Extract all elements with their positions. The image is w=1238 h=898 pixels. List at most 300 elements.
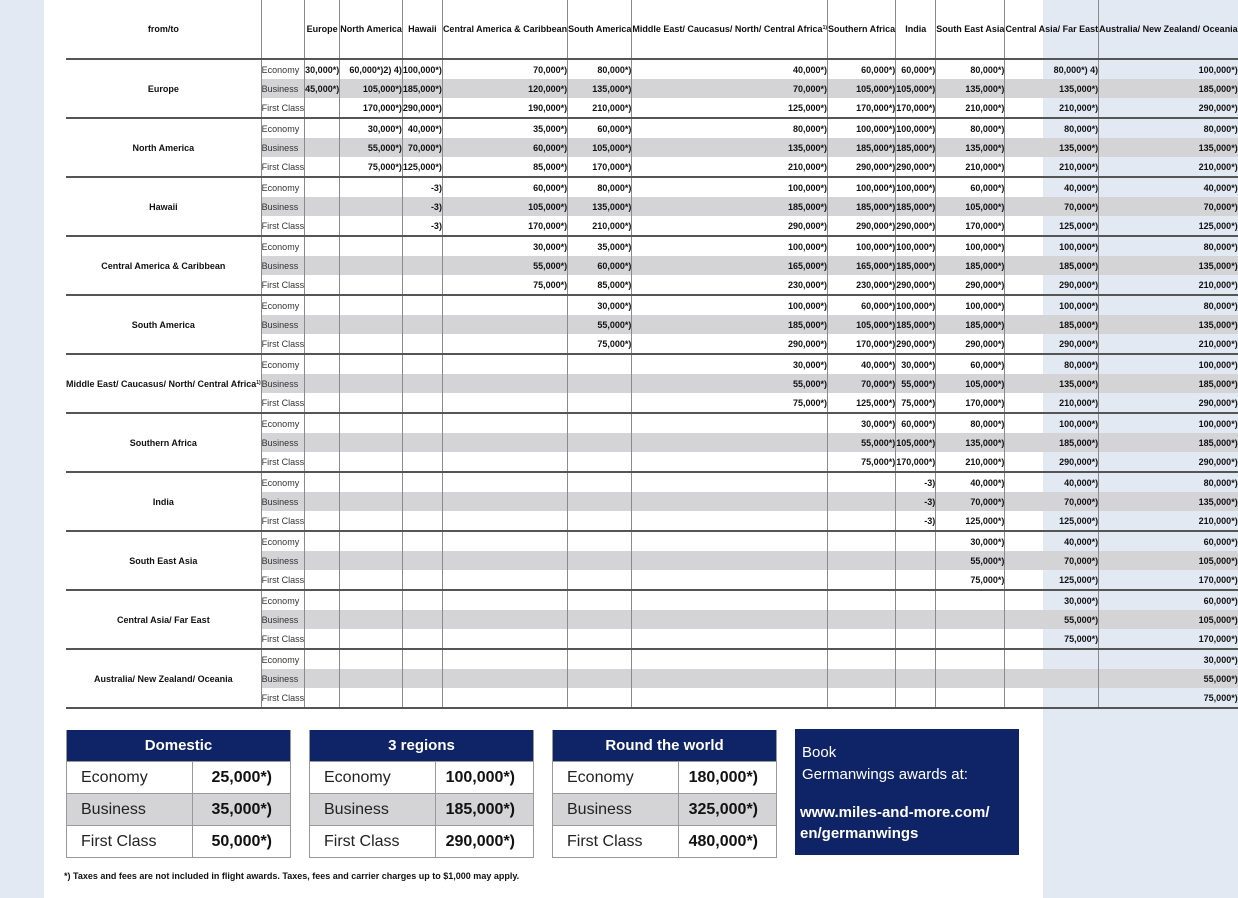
miles-cell: 100,000*) [896, 118, 936, 138]
miles-cell [568, 610, 632, 629]
miles-cell [305, 649, 340, 669]
miles-value: 325,000*) [688, 801, 758, 818]
miles-cell: 170,000*) [936, 216, 1005, 236]
miles-cell [402, 256, 442, 275]
travel-class-label: First Class [261, 452, 305, 472]
miles-and-more-link[interactable]: www.miles-and-more.com/ en/germanwings [800, 804, 990, 842]
miles-cell: 100,000*) [1005, 295, 1099, 315]
travel-class-label: Business [261, 256, 305, 275]
travel-class-label: Economy [261, 649, 305, 669]
miles-cell [568, 629, 632, 649]
miles-cell: 185,000*) [632, 315, 828, 334]
miles-cell [340, 492, 403, 511]
miles-cell: 100,000*) [1198, 64, 1238, 75]
miles-value: 185,000*) [445, 801, 515, 818]
miles-cell: 210,000*) [1005, 393, 1099, 413]
miles-cell [442, 393, 567, 413]
travel-class-label: First Class [261, 157, 305, 177]
miles-cell: 30,000*) [340, 118, 403, 138]
miles-cell: 185,000*) [936, 315, 1005, 334]
class-label: First Class [67, 826, 193, 857]
miles-cell: 290,000*) [936, 334, 1005, 354]
miles-cell: 70,000*) [442, 59, 567, 79]
miles-cell [305, 433, 340, 452]
miles-cell: 100,000*) [632, 295, 828, 315]
miles-cell: 290,000*) [632, 334, 828, 354]
miles-cell: 290,000*) [632, 216, 828, 236]
miles-cell [936, 610, 1005, 629]
miles-cell: 105,000*) [896, 79, 936, 98]
miles-cell: 125,000*) [1005, 570, 1099, 590]
miles-cell [896, 688, 936, 708]
miles-cell: 210,000*) [1005, 98, 1099, 118]
miles-cell: 210,000*) [568, 98, 632, 118]
miles-cell [632, 452, 828, 472]
miles-cell: 185,000*) [828, 197, 896, 216]
miles-cell [828, 511, 896, 531]
miles-cell: 210,000*) [1099, 275, 1238, 295]
miles-cell: -3) [402, 216, 442, 236]
miles-cell: 55,000*) [896, 374, 936, 393]
award-chart-table [66, 0, 1238, 709]
miles-cell: 75,000*) [896, 393, 936, 413]
miles-cell: 55,000*) [568, 315, 632, 334]
origin-region-label: Australia/ New Zealand/ Oceania [66, 649, 261, 708]
miles-cell [402, 570, 442, 590]
miles-cell: 105,000*) [936, 197, 1005, 216]
miles-cell: 60,000*) [568, 118, 632, 138]
miles-cell: 100,000*) [1198, 359, 1238, 370]
miles-cell [340, 610, 403, 629]
miles-cell [305, 295, 340, 315]
miles-cell [305, 511, 340, 531]
table-row [66, 354, 1238, 374]
miles-cell [1005, 669, 1099, 688]
miles-cell: 135,000*) [936, 79, 1005, 98]
miles-cell: 60,000*) [936, 354, 1005, 374]
miles-cell [828, 629, 896, 649]
column-header: South East Asia [936, 0, 1005, 59]
miles-cell [340, 649, 403, 669]
miles-cell: 60,000*)2) 4) [340, 59, 403, 79]
travel-class-label: First Class [261, 570, 305, 590]
miles-cell [896, 531, 936, 551]
miles-cell [936, 649, 1005, 669]
miles-cell [632, 649, 828, 669]
class-label: First Class [553, 826, 679, 857]
miles-cell [402, 531, 442, 551]
miles-cell [442, 374, 567, 393]
miles-cell: 80,000*) [936, 118, 1005, 138]
miles-value: 25,000*) [211, 769, 272, 786]
miles-cell [442, 472, 567, 492]
origin-region-label: South America [66, 295, 261, 354]
miles-cell [340, 413, 403, 433]
miles-cell [305, 570, 340, 590]
miles-cell [568, 452, 632, 472]
miles-cell [305, 610, 340, 629]
miles-cell: 185,000*) [632, 197, 828, 216]
miles-cell [632, 570, 828, 590]
miles-cell [442, 315, 567, 334]
miles-cell: 290,000*) [896, 334, 936, 354]
miles-cell [568, 433, 632, 452]
miles-cell: 80,000*) 4) [1005, 59, 1099, 79]
miles-cell: 185,000*) [896, 197, 936, 216]
miles-cell [632, 413, 828, 433]
miles-cell [402, 688, 442, 708]
miles-cell [896, 629, 936, 649]
miles-cell: 70,000*) [1005, 492, 1099, 511]
miles-cell: 35,000*) [568, 236, 632, 256]
miles-cell: 290,000*) [1099, 393, 1238, 413]
miles-cell [632, 531, 828, 551]
miles-cell [442, 433, 567, 452]
miles-cell [568, 649, 632, 669]
miles-cell: 100,000*) [828, 177, 896, 197]
miles-cell: 40,000*) [828, 354, 896, 374]
miles-cell: 60,000*) [442, 177, 567, 197]
miles-cell: 185,000*) [1005, 315, 1099, 334]
miles-cell: 55,000*) [632, 374, 828, 393]
miles-cell [340, 511, 403, 531]
miles-cell [828, 688, 896, 708]
travel-class-label: Business [261, 433, 305, 452]
miles-cell [442, 610, 567, 629]
miles-cell: 70,000*) [1005, 197, 1099, 216]
miles-cell [402, 610, 442, 629]
miles-cell: 185,000*) [402, 79, 442, 98]
miles-cell [442, 688, 567, 708]
miles-cell [442, 511, 567, 531]
miles-cell: 30,000*) [568, 295, 632, 315]
origin-region-label: India [66, 472, 261, 531]
book-awards-panel [795, 729, 1019, 855]
miles-cell: 100,000*) [896, 236, 936, 256]
miles-cell: 75,000*) [632, 393, 828, 413]
travel-class-label: Economy [261, 236, 305, 256]
miles-cell: 185,000*) [1099, 79, 1238, 98]
box-title: Round the world [553, 730, 776, 761]
miles-cell: 170,000*) [828, 98, 896, 118]
miles-cell [340, 197, 403, 216]
miles-cell: 40,000*) [1203, 182, 1238, 193]
travel-class-label: Business [261, 610, 305, 629]
miles-cell [936, 629, 1005, 649]
class-label: First Class [310, 826, 436, 857]
miles-cell: 170,000*) [896, 452, 936, 472]
miles-cell [305, 492, 340, 511]
miles-cell: 185,000*) [828, 138, 896, 157]
miles-cell [305, 354, 340, 374]
miles-cell: 55,000*) [442, 256, 567, 275]
miles-cell [305, 98, 340, 118]
book-heading: Book [802, 744, 837, 761]
origin-region-label: Central Asia/ Far East [66, 590, 261, 649]
miles-cell [402, 452, 442, 472]
miles-cell: 80,000*) [1203, 123, 1238, 134]
miles-cell: 75,000*) [936, 570, 1005, 590]
miles-cell [896, 649, 936, 669]
travel-class-label: Economy [261, 177, 305, 197]
miles-cell [632, 472, 828, 492]
travel-class-label: Economy [261, 59, 305, 79]
miles-cell [340, 256, 403, 275]
travel-class-label: Economy [261, 590, 305, 610]
class-label: Economy [67, 762, 193, 793]
miles-cell: 135,000*) [1005, 79, 1099, 98]
miles-cell [402, 413, 442, 433]
travel-class-label: Economy [261, 354, 305, 374]
miles-cell: 125,000*) [936, 511, 1005, 531]
miles-cell [340, 216, 403, 236]
miles-cell [568, 354, 632, 374]
travel-class-label: First Class [261, 629, 305, 649]
miles-cell [340, 590, 403, 610]
miles-cell: 210,000*) [1099, 511, 1238, 531]
miles-cell: 60,000*) [896, 413, 936, 433]
miles-cell [568, 531, 632, 551]
miles-cell: 55,000*) [828, 433, 896, 452]
origin-region-label: Southern Africa [66, 413, 261, 472]
miles-cell: 60,000*) [936, 177, 1005, 197]
miles-cell [305, 177, 340, 197]
miles-cell: 135,000*) [1099, 256, 1238, 275]
column-header: Central Asia/ Far East [1005, 0, 1099, 59]
miles-cell: 135,000*) [936, 433, 1005, 452]
miles-cell: 30,000*) [305, 59, 340, 79]
miles-cell: 80,000*) [1203, 241, 1238, 252]
box-row [310, 825, 533, 858]
round-the-world-box [552, 730, 777, 858]
travel-class-label: First Class [261, 216, 305, 236]
miles-cell: 80,000*) [1005, 118, 1099, 138]
travel-class-label: First Class [261, 393, 305, 413]
miles-cell [442, 590, 567, 610]
miles-cell [340, 295, 403, 315]
table-row [66, 59, 1238, 79]
miles-cell [340, 472, 403, 492]
miles-cell: 125,000*) [402, 157, 442, 177]
miles-cell: 75,000*) [1005, 629, 1099, 649]
miles-cell: 55,000*) [1099, 669, 1238, 688]
miles-cell: 185,000*) [936, 256, 1005, 275]
miles-cell [442, 649, 567, 669]
miles-cell: 45,000*) [305, 79, 340, 98]
miles-cell: 75,000*) [340, 157, 403, 177]
miles-cell: 105,000*) [1099, 551, 1238, 570]
miles-cell [442, 669, 567, 688]
miles-cell: 125,000*) [1005, 511, 1099, 531]
miles-cell [402, 551, 442, 570]
travel-class-label: Economy [261, 118, 305, 138]
travel-class-label: Economy [261, 413, 305, 433]
miles-cell: 230,000*) [632, 275, 828, 295]
miles-cell: 190,000*) [442, 98, 567, 118]
miles-cell: 100,000*) [1198, 418, 1238, 429]
travel-class-label: First Class [261, 511, 305, 531]
miles-cell: 85,000*) [442, 157, 567, 177]
miles-cell: 70,000*) [936, 492, 1005, 511]
table-row [66, 531, 1238, 551]
miles-cell [340, 177, 403, 197]
award-chart-page [44, 0, 1238, 898]
miles-cell: -3) [896, 472, 936, 492]
miles-cell: 125,000*) [1005, 216, 1099, 236]
miles-cell [568, 511, 632, 531]
miles-cell [442, 413, 567, 433]
origin-region-label: Central America & Caribbean [66, 236, 261, 295]
miles-cell [305, 413, 340, 433]
travel-class-label: Business [261, 197, 305, 216]
miles-cell [936, 688, 1005, 708]
table-row [66, 649, 1238, 669]
miles-cell: 60,000*) [896, 59, 936, 79]
miles-cell: 210,000*) [1099, 157, 1238, 177]
corner-label: from/to [66, 0, 261, 59]
miles-cell: 185,000*) [1099, 433, 1238, 452]
travel-class-label: Business [261, 315, 305, 334]
miles-cell: 210,000*) [568, 216, 632, 236]
miles-cell: 105,000*) [828, 315, 896, 334]
origin-region-label: South East Asia [66, 531, 261, 590]
travel-class-label: Business [261, 79, 305, 98]
three-regions-box [309, 730, 534, 858]
class-label: Economy [310, 762, 436, 793]
travel-class-label: First Class [261, 275, 305, 295]
miles-cell [305, 216, 340, 236]
miles-cell: 105,000*) [1099, 610, 1238, 629]
miles-cell: 185,000*) [896, 138, 936, 157]
box-title: Domestic [67, 730, 290, 761]
miles-cell: 70,000*) [1005, 551, 1099, 570]
travel-class-label: Business [261, 551, 305, 570]
miles-cell [568, 669, 632, 688]
domestic-box [66, 730, 291, 858]
miles-cell: 100,000*) [936, 236, 1005, 256]
origin-region-label: Hawaii [66, 177, 261, 236]
miles-cell [305, 138, 340, 157]
miles-cell: 290,000*) [1099, 452, 1238, 472]
miles-cell [340, 570, 403, 590]
miles-cell: 185,000*) [1005, 256, 1099, 275]
box-row [67, 825, 290, 858]
miles-cell: 290,000*) [1005, 334, 1099, 354]
miles-cell [340, 629, 403, 649]
miles-cell [340, 688, 403, 708]
miles-cell: 185,000*) [896, 256, 936, 275]
miles-cell: 210,000*) [936, 98, 1005, 118]
miles-cell [305, 669, 340, 688]
miles-cell [828, 669, 896, 688]
box-row [310, 793, 533, 825]
column-header: Australia/ New Zealand/ Oceania [1099, 0, 1238, 59]
miles-cell [305, 256, 340, 275]
miles-cell [828, 649, 896, 669]
miles-cell [632, 688, 828, 708]
miles-cell [896, 610, 936, 629]
travel-class-label: First Class [261, 98, 305, 118]
miles-cell: 135,000*) [1099, 492, 1238, 511]
miles-cell: 105,000*) [936, 374, 1005, 393]
column-header: Hawaii [402, 0, 442, 59]
miles-cell: 230,000*) [828, 275, 896, 295]
miles-cell: 80,000*) [1203, 300, 1238, 311]
miles-cell [305, 275, 340, 295]
miles-cell: 165,000*) [828, 256, 896, 275]
miles-cell: 80,000*) [632, 118, 828, 138]
miles-cell: 70,000*) [1099, 197, 1238, 216]
miles-cell [340, 275, 403, 295]
miles-cell [305, 629, 340, 649]
column-header: Central America & Caribbean [442, 0, 567, 59]
miles-cell [340, 354, 403, 374]
miles-cell: 290,000*) [1005, 275, 1099, 295]
miles-cell [305, 551, 340, 570]
miles-cell [632, 669, 828, 688]
miles-cell: 75,000*) [828, 452, 896, 472]
miles-cell [402, 629, 442, 649]
miles-cell: 165,000*) [632, 256, 828, 275]
miles-cell: 210,000*) [1005, 157, 1099, 177]
miles-cell [568, 570, 632, 590]
miles-cell: 170,000*) [936, 393, 1005, 413]
miles-cell: 170,000*) [340, 98, 403, 118]
miles-cell [340, 236, 403, 256]
miles-cell [1005, 649, 1099, 669]
miles-cell [828, 551, 896, 570]
miles-cell: 55,000*) [1005, 610, 1099, 629]
footnote: *) Taxes and fees are not included in flight awards. Taxes, fees and carrier charges up to $1,000 may apply. [64, 871, 520, 881]
miles-cell [632, 610, 828, 629]
table-row [66, 472, 1238, 492]
miles-cell [402, 590, 442, 610]
miles-cell [442, 629, 567, 649]
miles-cell: 135,000*) [1005, 374, 1099, 393]
miles-cell [568, 413, 632, 433]
miles-cell [402, 236, 442, 256]
miles-cell [402, 492, 442, 511]
miles-cell: 35,000*) [442, 118, 567, 138]
miles-cell [632, 551, 828, 570]
miles-cell: 100,000*) [632, 177, 828, 197]
miles-cell [402, 275, 442, 295]
miles-cell: -3) [896, 511, 936, 531]
miles-cell: 135,000*) [568, 79, 632, 98]
miles-cell [568, 472, 632, 492]
miles-cell: 170,000*) [1099, 570, 1238, 590]
miles-cell [305, 197, 340, 216]
miles-cell: 290,000*) [402, 98, 442, 118]
miles-cell: 30,000*) [896, 354, 936, 374]
miles-cell [340, 433, 403, 452]
miles-cell: 60,000*) [568, 256, 632, 275]
class-column-header [261, 0, 305, 59]
miles-cell [402, 393, 442, 413]
column-header-row [66, 0, 1238, 59]
miles-cell [340, 393, 403, 413]
miles-cell: 290,000*) [1099, 98, 1238, 118]
table-row [66, 177, 1238, 197]
miles-cell: 70,000*) [828, 374, 896, 393]
column-header: India [896, 0, 936, 59]
miles-cell: 290,000*) [828, 216, 896, 236]
miles-cell: 170,000*) [1099, 629, 1238, 649]
miles-cell [442, 570, 567, 590]
miles-cell [442, 334, 567, 354]
origin-region-label: Europe [66, 59, 261, 118]
miles-cell: 80,000*) [936, 413, 1005, 433]
